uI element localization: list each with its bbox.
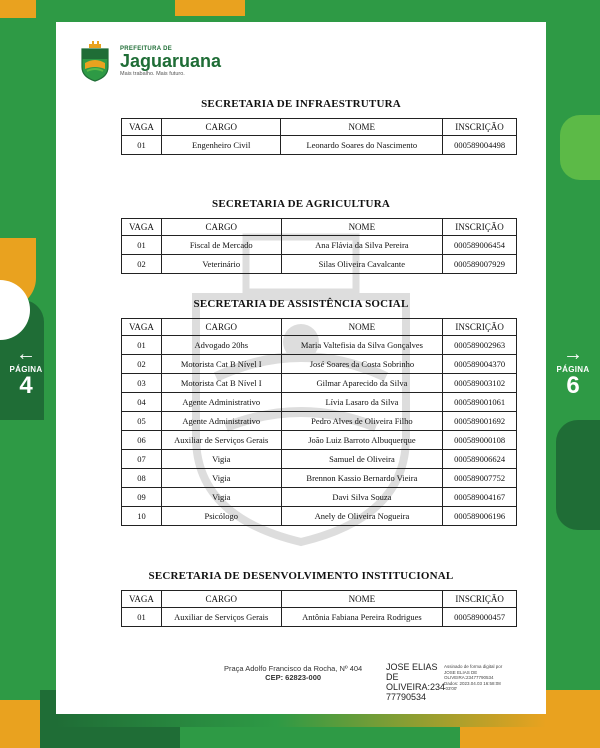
footer-address: Praça Adolfo Francisco da Rocha, Nº 404 <box>224 664 363 673</box>
cell-inscricao: 000589006454 <box>443 236 517 255</box>
table-row <box>122 469 517 488</box>
cell-cargo: Fiscal de Mercado <box>161 236 281 255</box>
document-footer <box>224 664 362 682</box>
cell-cargo: Motorista Cat B Nível I <box>161 355 281 374</box>
table-assistencia-social <box>121 318 517 526</box>
cell-nome: Pedro Alves de Oliveira Filho <box>281 412 443 431</box>
cell-inscricao: 000589004167 <box>443 488 517 507</box>
cell-cargo: Auxiliar de Serviços Gerais <box>161 431 281 450</box>
footer-color-band <box>56 714 546 727</box>
city-crest-logo <box>78 39 112 83</box>
section-title: SECRETARIA DE DESENVOLVIMENTO INSTITUCIONAL <box>148 570 454 582</box>
arrow-left-icon: ← <box>16 343 36 365</box>
cell-inscricao: 000589006624 <box>443 450 517 469</box>
decor-orange-block <box>175 0 245 16</box>
cell-vaga: 01 <box>122 336 162 355</box>
table-row <box>122 431 517 450</box>
col-header-vaga: VAGA <box>122 219 162 236</box>
cell-vaga: 05 <box>122 412 162 431</box>
cell-vaga: 02 <box>122 355 162 374</box>
cell-inscricao: 000589007752 <box>443 469 517 488</box>
col-header-nome: NOME <box>281 319 443 336</box>
col-header-vaga: VAGA <box>122 591 162 608</box>
cell-inscricao: 000589001692 <box>443 412 517 431</box>
table-infraestrutura <box>121 118 517 155</box>
cell-inscricao: 000589007929 <box>443 255 517 274</box>
col-header-inscricao: INSCRIÇÃO <box>443 219 517 236</box>
cell-cargo: Advogado 20hs <box>161 336 281 355</box>
decor-green-block <box>560 115 600 180</box>
cell-vaga: 07 <box>122 450 162 469</box>
table-row <box>122 608 517 627</box>
table-row <box>122 255 517 274</box>
table-row <box>122 450 517 469</box>
cell-nome: Maria Valtefisia da Silva Gonçalves <box>281 336 443 355</box>
cell-cargo: Auxiliar de Serviços Gerais <box>161 608 281 627</box>
cell-nome: Lívia Lasaro da Silva <box>281 393 443 412</box>
cell-vaga: 01 <box>122 608 162 627</box>
document-page <box>56 22 546 727</box>
col-header-nome: NOME <box>281 219 443 236</box>
cell-vaga: 01 <box>122 136 162 155</box>
cell-nome: Gilmar Aparecido da Silva <box>281 374 443 393</box>
cell-nome: Silas Oliveira Cavalcante <box>281 255 443 274</box>
cell-vaga: 08 <box>122 469 162 488</box>
cell-nome: Samuel de Oliveira <box>281 450 443 469</box>
cell-nome: Leonardo Soares do Nascimento <box>281 136 443 155</box>
city-brand <box>120 46 221 77</box>
cell-cargo: Psicólogo <box>161 507 281 526</box>
cell-vaga: 06 <box>122 431 162 450</box>
cell-inscricao: 000589006196 <box>443 507 517 526</box>
cell-vaga: 04 <box>122 393 162 412</box>
col-header-cargo: CARGO <box>161 319 281 336</box>
cell-nome: Davi Silva Souza <box>281 488 443 507</box>
table-row <box>122 355 517 374</box>
cell-nome: Anely de Oliveira Nogueira <box>281 507 443 526</box>
table-row <box>122 374 517 393</box>
cell-inscricao: 000589004370 <box>443 355 517 374</box>
table-row <box>122 488 517 507</box>
table-desenvolvimento-institucional <box>121 590 517 627</box>
prev-page-label: PÁGINA <box>9 365 43 374</box>
footer-cep: CEP: 62823-000 <box>265 673 322 682</box>
cell-nome: Antônia Fabiana Pereira Rodrigues <box>281 608 443 627</box>
cell-inscricao: 000589000108 <box>443 431 517 450</box>
next-page-button[interactable] <box>553 345 593 398</box>
table-agricultura <box>121 218 517 274</box>
col-header-cargo: CARGO <box>161 591 281 608</box>
table-row <box>122 236 517 255</box>
cell-inscricao: 000589001061 <box>443 393 517 412</box>
col-header-cargo: CARGO <box>161 119 281 136</box>
col-header-nome: NOME <box>281 119 443 136</box>
cell-cargo: Veterinário <box>161 255 281 274</box>
city-slogan: Mais trabalho. Mais futuro. <box>120 70 185 77</box>
cell-cargo: Vigia <box>161 469 281 488</box>
cell-nome: Ana Flávia da Silva Pereira <box>281 236 443 255</box>
cell-vaga: 10 <box>122 507 162 526</box>
cell-vaga: 09 <box>122 488 162 507</box>
cell-vaga: 02 <box>122 255 162 274</box>
col-header-cargo: CARGO <box>161 219 281 236</box>
prev-page-number: 4 <box>19 372 33 399</box>
cell-inscricao: 000589003102 <box>443 374 517 393</box>
cell-cargo: Vigia <box>161 450 281 469</box>
digital-signature <box>386 662 503 702</box>
table-row <box>122 507 517 526</box>
prev-page-button[interactable] <box>6 345 46 398</box>
next-page-label: PÁGINA <box>556 365 590 374</box>
cell-vaga: 01 <box>122 236 162 255</box>
cell-cargo: Agente Administrativo <box>161 393 281 412</box>
col-header-vaga: VAGA <box>122 119 162 136</box>
table-row <box>122 136 517 155</box>
cell-inscricao: 000589000457 <box>443 608 517 627</box>
col-header-inscricao: INSCRIÇÃO <box>443 591 517 608</box>
table-row <box>122 393 517 412</box>
cell-inscricao: 000589002963 <box>443 336 517 355</box>
col-header-inscricao: INSCRIÇÃO <box>443 319 517 336</box>
prefeitura-label: PREFEITURA DE <box>120 45 173 52</box>
signer-name: JOSE ELIAS DE OLIVEIRA:234 77790534 <box>386 662 446 702</box>
cell-cargo: Motorista Cat B Nível I <box>161 374 281 393</box>
cell-cargo: Vigia <box>161 488 281 507</box>
section-title: SECRETARIA DE AGRICULTURA <box>212 198 390 210</box>
cell-cargo: Engenheiro Civil <box>161 136 281 155</box>
cell-cargo: Agente Administrativo <box>161 412 281 431</box>
table-row <box>122 412 517 431</box>
cell-nome: João Luiz Barroto Albuquerque <box>281 431 443 450</box>
document-header <box>78 36 221 86</box>
col-header-vaga: VAGA <box>122 319 162 336</box>
decor-green-block <box>556 420 600 530</box>
cell-nome: Brennon Kassio Bernardo Vieira <box>281 469 443 488</box>
signature-note: Assinado de forma digital por JOSE ELIAS DE OLIVEIRA:23477790534 Dados: 2023.04.03 16:58:08 -03'00' <box>444 664 503 691</box>
section-title: SECRETARIA DE INFRAESTRUTURA <box>201 98 401 110</box>
table-row <box>122 336 517 355</box>
decor-orange-block <box>0 0 36 18</box>
cell-inscricao: 000589004498 <box>443 136 517 155</box>
section-title: SECRETARIA DE ASSISTÊNCIA SOCIAL <box>193 298 409 310</box>
cell-nome: José Soares da Costa Sobrinho <box>281 355 443 374</box>
next-page-number: 6 <box>566 372 580 399</box>
col-header-nome: NOME <box>281 591 443 608</box>
city-name: Jaguaruana <box>120 50 222 71</box>
col-header-inscricao: INSCRIÇÃO <box>443 119 517 136</box>
cell-vaga: 03 <box>122 374 162 393</box>
arrow-right-icon: → <box>563 343 583 365</box>
